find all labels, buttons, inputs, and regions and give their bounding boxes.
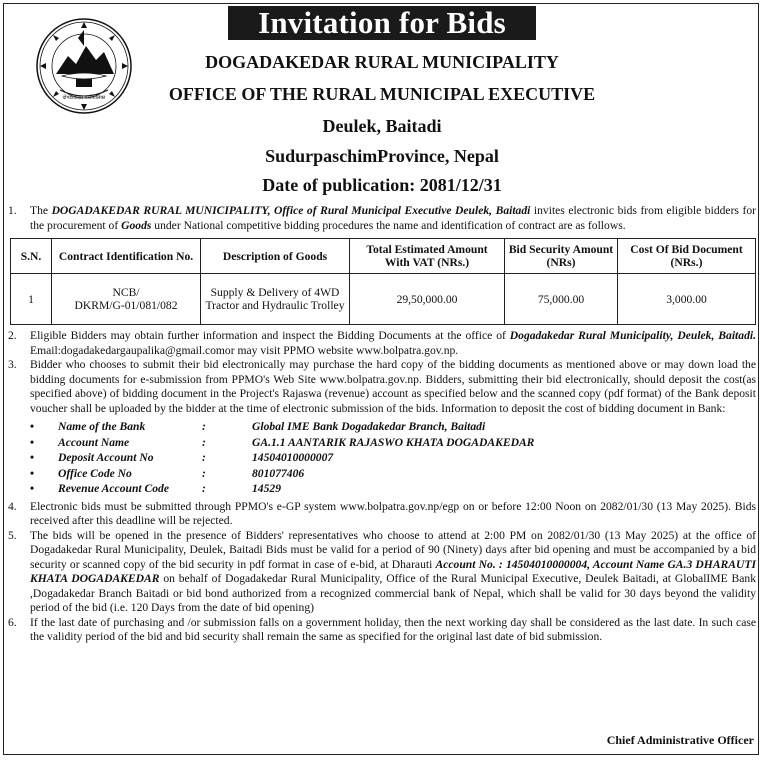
list-item: • Name of the Bank : Global IME Bank Dogadakedar Branch, Baitadi [30, 420, 486, 433]
notice-body [8, 204, 756, 645]
column-header: Description of Goods [201, 239, 350, 274]
paragraph-text: Bidder who chooses to submit their bid electronically may purchase the hard copy of the bidding documents as mentioned above or may down load the bidding documents for e-submission from PPMO's Web Site www.bolpatra.gov.np. Bidders, submitting their bid electronically, should deposit the cost(as specified above) of bidding document in the Project's Rajaswa (revenue) account as specified below and the scanned copy (pdf format) of the Bank deposit voucher shall be uploaded by the bidder at the time of electronic submission of the bids. Information to deposit the cost of bidding document in Bank: [30, 358, 756, 415]
banner-title: Invitation for Bids [228, 6, 536, 40]
cell-contract-id: NCB/ DKRM/G-01/081/082 [52, 274, 201, 325]
header-office: OFFICE OF THE RURAL MUNICIPAL EXECUTIVE [168, 84, 596, 104]
list-item: • Account Name : GA.1.1 AANTARIK RAJASWO KHATA DOGADAKEDAR [30, 435, 535, 449]
paragraph-number: 1. [8, 204, 17, 217]
cell-estimate: 29,50,000.00 [350, 274, 505, 325]
cell-description: Supply & Delivery of 4WD Tractor and Hydraulic Trolley [201, 274, 350, 325]
column-header: Contract Identification No. [52, 239, 201, 274]
header-location: Deulek, Baitadi [322, 116, 442, 136]
column-header: S.N. [11, 239, 52, 274]
paragraph-2 [8, 329, 756, 358]
cell-document-cost: 3,000.00 [618, 274, 756, 325]
bank-details-list [30, 419, 756, 497]
header-province: SudurpaschimProvince, Nepal [265, 146, 499, 166]
paragraph-4 [8, 500, 756, 529]
column-header: Cost Of Bid Document (NRs.) [618, 239, 756, 274]
list-item: • Revenue Account Code : 14529 [30, 482, 281, 495]
paragraph-3 [8, 358, 756, 416]
paragraph-number: 3. [8, 358, 17, 371]
table-row [11, 274, 756, 325]
paragraph-number: 4. [8, 499, 17, 513]
paragraph-6 [8, 616, 756, 645]
header-municipality: DOGADAKEDAR RURAL MUNICIPALITY [205, 52, 559, 72]
paragraph-number: 5. [8, 528, 17, 542]
paragraph-text: Eligible Bidders may obtain further information and inspect the Bidding Documents at the office of Dogadakedar Rural Municipality, Deulek, Baitadi. Email:dogadakedargaupalika@gmail.comor may visit PPMO website www.bolpatra.gov.np. [30, 329, 756, 357]
table-header-row [11, 239, 756, 274]
paragraph-text: The DOGADAKEDAR RURAL MUNICIPALITY, Office of Rural Municipal Executive Deulek, Baitadi invites electronic bids from eligible bidders for the procurement of Goods under National competitive bidding procedures the name and identification of contract are as follows. [30, 204, 756, 232]
bid-table [10, 238, 756, 325]
paragraph-text: Electronic bids must be submitted through PPMO's e-GP system www.bolpatra.gov.np/egp on or before 12:00 Noon on 2082/01/30 (13 May 2025). Bids received after this deadline will be rejected. [30, 499, 756, 527]
cell-bid-security: 75,000.00 [505, 274, 618, 325]
paragraph-5 [8, 529, 756, 616]
cell-sn: 1 [11, 274, 52, 325]
list-item: • Deposit Account No : 14504010000007 [30, 451, 334, 464]
signature-title: Chief Administrative Officer [606, 733, 754, 747]
header-publication-date: Date of publication: 2081/12/31 [262, 175, 502, 195]
paragraph-number: 6. [8, 615, 17, 629]
paragraph-text: The bids will be opened in the presence of Bidders' representatives who choose to attend at 2:00 PM on 2082/01/30 (13 May 2025) at the office of Dogadakedar Rural Municipality, Deulek, Baitadi Bids must be valid for a period of 90 (Ninety) days after bid opening and must be accompanied by a bid security or scanned copy of the bid security in pdf format in case of e-bid, at Dharauti Account No. : 14504010000004, Account Name GA.3 DHARAUTI KHATA DOGADAKEDAR on behalf of Dogadakedar Rural Municipality, Office of the Rural Municipal Executive, Deulek Baitadi, at GlobalIME Bank ,Dogadakedar Branch Baitadi or bid bond authorized from a recognized commercial bank of Nepal, which shall be valid for 30 days beyond the validity period of the bid (i.e. 120 Days from the date of bid opening) [30, 528, 756, 614]
paragraph-number: 2. [8, 329, 17, 342]
column-header: Bid Security Amount (NRs) [505, 239, 618, 274]
seal-caption: दोगडाकेदार गाउँपालिका [62, 95, 106, 101]
paragraph-1 [8, 204, 756, 233]
column-header: Total Estimated Amount With VAT (NRs.) [350, 239, 505, 274]
paragraph-text: If the last date of purchasing and /or submission falls on a government holiday, then the next working day shall be considered as the last date. In such case the validity period of the bid and bid security shall remain the same as specified for the original last date of bid submission. [30, 615, 756, 643]
list-item: • Office Code No : 801077406 [30, 466, 305, 480]
